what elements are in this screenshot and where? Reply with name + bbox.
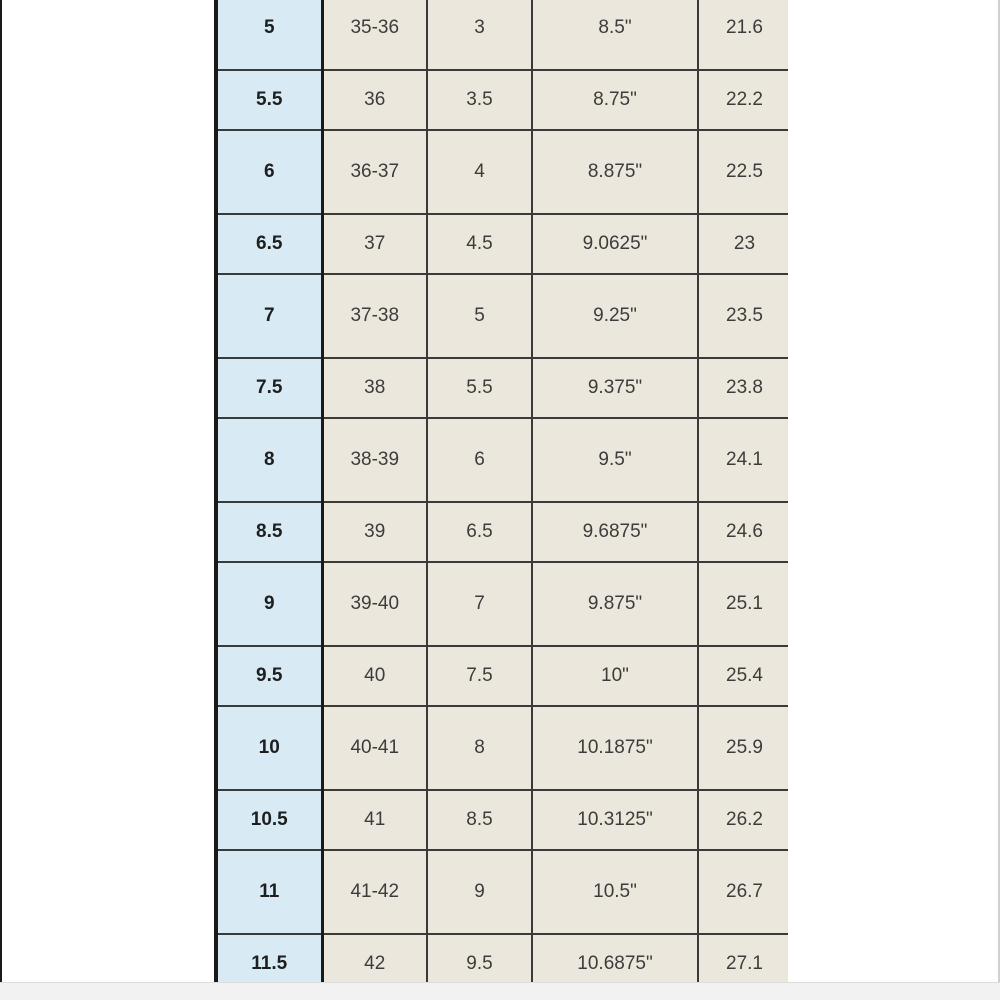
eu-size-cell: 42: [322, 934, 427, 982]
table-row: [216, 562, 788, 646]
uk-size-cell: 6: [427, 418, 532, 502]
cm-cell: 25.4: [698, 646, 788, 706]
bottom-strip: [0, 982, 1000, 1000]
cm-cell: 23: [698, 214, 788, 274]
cm-cell: 22.2: [698, 70, 788, 130]
us-size-cell: 7: [216, 274, 322, 358]
uk-size-cell: 9.5: [427, 934, 532, 982]
left-border: [0, 0, 2, 1000]
uk-size-cell: 6.5: [427, 502, 532, 562]
us-size-cell: 11: [216, 850, 322, 934]
inches-cell: 10": [532, 646, 698, 706]
table-row: [216, 418, 788, 502]
cm-cell: 25.1: [698, 562, 788, 646]
us-size-cell: 5: [216, 0, 322, 70]
uk-size-cell: 4: [427, 130, 532, 214]
table-row: [216, 790, 788, 850]
uk-size-cell: 8.5: [427, 790, 532, 850]
inches-cell: 10.1875": [532, 706, 698, 790]
us-size-cell: 10.5: [216, 790, 322, 850]
inches-cell: 10.6875": [532, 934, 698, 982]
size-chart-table: [214, 0, 788, 982]
table-row: [216, 850, 788, 934]
eu-size-cell: 36-37: [322, 130, 427, 214]
uk-size-cell: 4.5: [427, 214, 532, 274]
cm-cell: 25.9: [698, 706, 788, 790]
uk-size-cell: 9: [427, 850, 532, 934]
uk-size-cell: 5: [427, 274, 532, 358]
us-size-cell: 6: [216, 130, 322, 214]
inches-cell: 9.25": [532, 274, 698, 358]
eu-size-cell: 36: [322, 70, 427, 130]
cm-cell: 23.5: [698, 274, 788, 358]
cm-cell: 24.6: [698, 502, 788, 562]
uk-size-cell: 7.5: [427, 646, 532, 706]
inches-cell: 9.375": [532, 358, 698, 418]
us-size-cell: 9: [216, 562, 322, 646]
cm-cell: 24.1: [698, 418, 788, 502]
table-row: [216, 130, 788, 214]
uk-size-cell: 3: [427, 0, 532, 70]
eu-size-cell: 38: [322, 358, 427, 418]
table-row: [216, 706, 788, 790]
inches-cell: 10.5": [532, 850, 698, 934]
table-row: [216, 70, 788, 130]
inches-cell: 8.75": [532, 70, 698, 130]
us-size-cell: 6.5: [216, 214, 322, 274]
table-row: [216, 0, 788, 70]
us-size-cell: 5.5: [216, 70, 322, 130]
eu-size-cell: 40-41: [322, 706, 427, 790]
eu-size-cell: 39-40: [322, 562, 427, 646]
cm-cell: 26.7: [698, 850, 788, 934]
table-row: [216, 646, 788, 706]
us-size-cell: 7.5: [216, 358, 322, 418]
eu-size-cell: 41-42: [322, 850, 427, 934]
eu-size-cell: 39: [322, 502, 427, 562]
uk-size-cell: 7: [427, 562, 532, 646]
inches-cell: 9.6875": [532, 502, 698, 562]
us-size-cell: 9.5: [216, 646, 322, 706]
inches-cell: 10.3125": [532, 790, 698, 850]
eu-size-cell: 38-39: [322, 418, 427, 502]
us-size-cell: 10: [216, 706, 322, 790]
inches-cell: 9.0625": [532, 214, 698, 274]
cm-cell: 22.5: [698, 130, 788, 214]
inches-cell: 9.5": [532, 418, 698, 502]
table-row: [216, 934, 788, 982]
eu-size-cell: 40: [322, 646, 427, 706]
eu-size-cell: 35-36: [322, 0, 427, 70]
inches-cell: 9.875": [532, 562, 698, 646]
uk-size-cell: 8: [427, 706, 532, 790]
eu-size-cell: 37-38: [322, 274, 427, 358]
size-chart: [214, 0, 788, 982]
cm-cell: 21.6: [698, 0, 788, 70]
us-size-cell: 11.5: [216, 934, 322, 982]
inches-cell: 8.875": [532, 130, 698, 214]
eu-size-cell: 37: [322, 214, 427, 274]
table-row: [216, 214, 788, 274]
us-size-cell: 8.5: [216, 502, 322, 562]
size-chart-body: [216, 0, 788, 982]
inches-cell: 8.5": [532, 0, 698, 70]
table-row: [216, 358, 788, 418]
cm-cell: 26.2: [698, 790, 788, 850]
table-row: [216, 502, 788, 562]
cm-cell: 27.1: [698, 934, 788, 982]
cm-cell: 23.8: [698, 358, 788, 418]
us-size-cell: 8: [216, 418, 322, 502]
uk-size-cell: 3.5: [427, 70, 532, 130]
eu-size-cell: 41: [322, 790, 427, 850]
uk-size-cell: 5.5: [427, 358, 532, 418]
table-row: [216, 274, 788, 358]
